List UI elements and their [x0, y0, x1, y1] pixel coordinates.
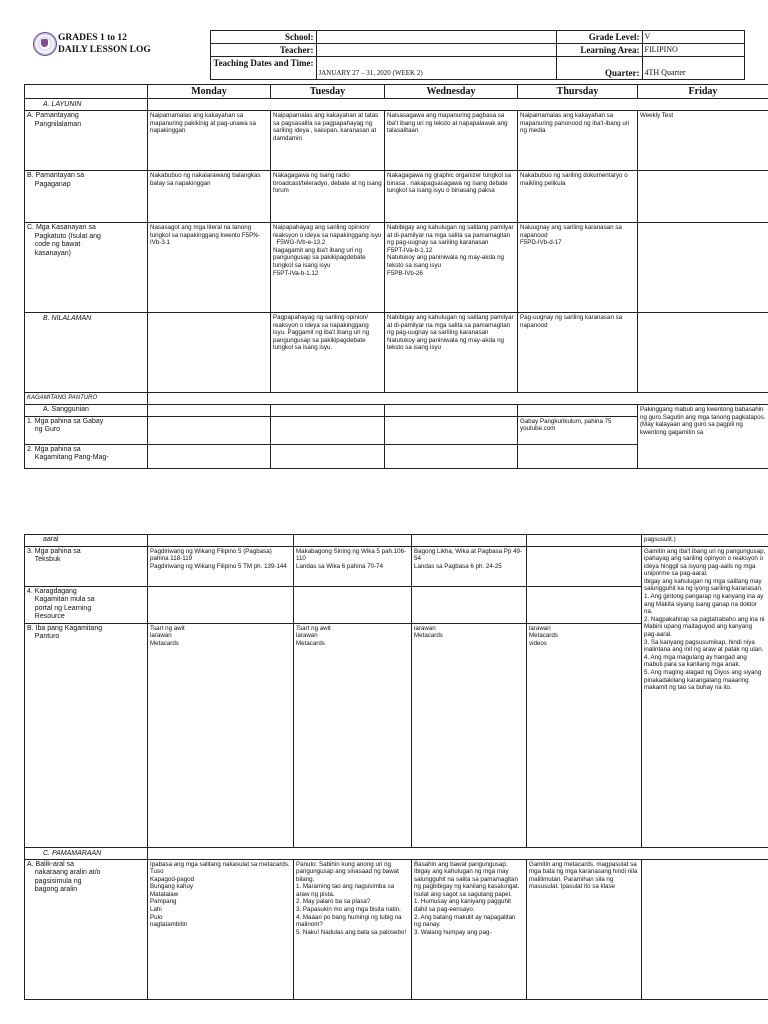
teacher-field[interactable] — [316, 44, 556, 57]
day-wednesday: Wednesday — [385, 85, 518, 99]
cell-iba-thursday: larawan Metacards videos — [527, 623, 642, 847]
blank-header-cell — [25, 85, 148, 99]
teaching-dates-value: JANUARY 27 – 31, 2020 (WEEK 2) — [316, 57, 556, 80]
section-kagamitang-panturo: KAGAMITANG PANTURO — [25, 393, 148, 405]
cell-gabay-thursday: Gabay Pangkurikulum, pahina 75 youtube.com — [518, 416, 638, 444]
quarter-value: 4TH Quarter — [642, 57, 744, 80]
learning-area-value: FILIPINO — [642, 44, 744, 57]
row-label-gabay-ng-guro: 1. Mga pahina sa Gabay ng Guro — [25, 416, 148, 444]
learning-area-label: Learning Area: — [556, 44, 642, 57]
day-thursday: Thursday — [518, 85, 638, 99]
cell-balik-aral-wednesday: Basahin ang bawat pangungusap. Ibigay ang kahulugan ng mga may salungguhit na salita sa pamamagitan ng pagbibigay ng kanilang kasalungat. Isulat ang sagot sa sagutang papel. 1. Humusay ang kaniyang pagguhit dahil sa pag-eensayo. 2. Ang batang makulit ay napagalitan ng nanay. 3. Walang humpay ang pag- — [412, 859, 527, 999]
cell-balik-aral-friday — [642, 859, 768, 999]
school-label: School: — [210, 31, 316, 44]
cell-teksbuk-wednesday: Bagong Likha, Wika at Pagbasa Pp 49-54 Landas sa Pagbasa 6 ph. 24-25 — [412, 546, 527, 586]
cell-c-monday: Nasasagot ang mga literal na tanong tungkol sa napakinggang kwento F5PN-IVb-3.1 — [148, 223, 271, 313]
header-table — [24, 30, 745, 80]
title-daily-lesson-log: DAILY LESSON LOG — [58, 44, 151, 55]
school-field[interactable] — [316, 31, 556, 44]
cell-friday-instructions: Pakinggang mabuti ang kwentong babasahin ng guro.Sagutin ang mga tanong pagkatapos. (May kalayaan ang guro sa pagpili ng kwentong gagamitin sa — [638, 405, 768, 469]
row-label-teksbuk: 3. Mga pahina sa Teksbuk — [25, 546, 148, 586]
cell-a-monday: Naipamamalas ang kakayahan sa mapanuring pakikinig at pag-unawa sa napakinggan — [148, 111, 271, 171]
lesson-log-page-2 — [0, 512, 768, 1024]
teacher-label: Teacher: — [210, 44, 316, 57]
quarter-label: Quarter: — [556, 57, 642, 80]
cell-friday-continued: pagsusulit.) — [642, 535, 768, 547]
day-tuesday: Tuesday — [271, 85, 385, 99]
lesson-table-page-1 — [24, 84, 768, 469]
lesson-table-page-2 — [24, 534, 768, 1000]
cell-n-friday — [638, 313, 768, 393]
grade-level-value: V — [642, 31, 744, 44]
lesson-log-page-1 — [0, 0, 768, 500]
cell-a-thursday: Naipamamalas ang kakayahan sa mapanuring panonood ng iba't-ibang uri ng media — [518, 111, 638, 171]
cell-c-tuesday: Naipapahayag ang sariling opinion/ reaksyon o ideya sa napakinggang isyu F5WG-IVb-e-13.2 Nagagamit ang iba't ibang uri ng pangungusap sa pakikipagdebate tungkol sa isang isyu F5PT-IVa-b-1.12 — [271, 223, 385, 313]
cell-c-wednesday: Nabibigay ang kahulugan ng salitang pamilyar at di-pamilyar na mga salita sa pamamagitan ng pag-uugnay sa sariling karanasan F5PT-IVa-b-1.12 Natutukoy ang paniniwala ng may-akda ng teksto sa isang isyu F5PB-IVb-26 — [385, 223, 518, 313]
cell-balik-aral-thursday: Gamitin ang metacards, magpasulat sa mga bata ng mga karanasang hindi nila malilimutan. Paramihan sila ng masusulat. Ipasulat ito sa klase — [527, 859, 642, 999]
day-friday: Friday — [638, 85, 768, 99]
section-layunin: A. LAYUNIN — [25, 99, 148, 111]
section-pamamaraan: C. PAMAMARAAN — [25, 847, 148, 859]
cell-iba-tuesday: Tsart ng awit larawan Metacards — [294, 623, 412, 847]
cell-b-monday: Nakabubuo ng nakalarawang balangkas batay sa napakinggan — [148, 171, 271, 223]
cell-a-tuesday: Naipapamalas ang kakayahan at tatas sa pagsasalita sa pagpapahayag ng sariling ideya , kaisipan, karanasan at damdamin — [271, 111, 385, 171]
row-label-pamantayang-pangnilalaman: A. Pamantayang Pangnilalaman — [25, 111, 148, 171]
cell-c-friday — [638, 223, 768, 313]
cell-balik-aral-monday: Ipabasa ang mga salitang nakasulat sa metacards. Tuso Kapagod-pagod Bungang kahoy Matatalaw Pampang Lahi Pulo nagtatambitin — [148, 859, 294, 999]
cell-b-friday — [638, 171, 768, 223]
row-label-pamantayan-sa-pagaganap: B. Pamantayan sa Pagaganap — [25, 171, 148, 223]
row-label-kagamitang-pang-mag-aaral: 2. Mga pahina sa Kagamitang Pang-Mag- — [25, 444, 148, 468]
grade-level-label: Grade Level: — [556, 31, 642, 44]
cell-teksbuk-thursday — [527, 546, 642, 586]
cell-teksbuk-tuesday: Makabagong Sining ng Wika 5 pah.106-110 Landas sa Wika 6 pahina 70-74 — [294, 546, 412, 586]
cell-teksbuk-monday: Pagdiriwang ng Wikang Filipino 5 (Pagbasa) pahina 118-119 Pagdiriwang ng Wikang Filipino 5 TM ph. 139-144 — [148, 546, 294, 586]
cell-a-friday: Weekly Test — [638, 111, 768, 171]
cell-iba-monday: Tsart ng awit larawan Metacards — [148, 623, 294, 847]
cell-b-tuesday: Nakagagawa ng isang radio broadcast/teleradyo, debate at ng isang forum — [271, 171, 385, 223]
section-nilalaman: B. NILALAMAN — [25, 313, 148, 393]
cell-iba-wednesday: larawan Metacards — [412, 623, 527, 847]
cell-n-wednesday: Nabibigay ang kahulugan ng salitang pamilyar at di-pamilyar na mga salita sa pamamagitan ng pag-uugnay sa sariling karanasan Natutukoy ang paniniwala ng may-akda ng teksto sa isang isyu — [385, 313, 518, 393]
cell-balik-aral-tuesday: Panuto: Sabihin kung anong uri ng pangungusap ang sinasaad ng bawat bilang. 1. Maraming tao ang nagsisimba sa araw ng pista. 2. May palaro ba sa plasa? 3. Papasukin mo ang mga bisita natin. 4. Maaari po bang humingi ng tubig na malinom? 5. Naku! Nadulas ang bata sa palosebo! — [294, 859, 412, 999]
row-label-karagdagang-kagamitan: 4. Karagdagang Kagamitan mula sa portal ng Learning Resource — [25, 586, 148, 623]
cell-friday-test-items: Gamitin ang iba't ibang uri ng pangungusap, ipahayag ang sariling opinyon o reaksyon o ideya hinggil sa isyung pag-aalis ng mga uniporme sa pag-aaral. Ibigay ang kahulugan ng mga salitang may salungguhit ka ng iyong sariling karanasan. 1. Ang gintong pangarap ng kanyang ina ay ang Makita siyang isang ganap na doktor na. 2. Nagpakahirap sa pagtatrabaho ang ina ni Mabini upang maitaguyod ang kanyang pag-aaral. 3. Sa kanyang pagsusumikap, hindi niya inalintana ang init ng araw at patak ng ulan. 4. Ang mga magulang ay hangad ang mabuti para sa kanilang mga anak. 5. Ang maging alagad ng Diyos ang siyang pinakadakilang karangalang maaaring makamit ng tao sa buhay na ito. — [642, 546, 768, 847]
cell-n-thursday: Pag-uugnay ng sariling karanasan sa napanood — [518, 313, 638, 393]
row-label-mga-kasanayan: C. Mga Kasanayan sa Pagkatuto (Isulat ang code ng bawat kasanayan) — [25, 223, 148, 313]
cell-a-wednesday: Naisasagawa ang mapanuring pagbasa sa iba't ibang uri ng teksto at napapalawak ang talasalitaan — [385, 111, 518, 171]
cell-c-thursday: Naiuugnay ang sariling karanasan sa napanood F5PD-IVb-d-17 — [518, 223, 638, 313]
row-label-aaral-continued: aaral — [25, 535, 148, 547]
row-label-sanggunian: A. Sanggunian — [25, 405, 148, 417]
cell-n-tuesday: Pagpapahayag ng sariling opinion/ reaksyon o ideya sa napakinggang isyu. Paggamit ng iba't ibang uri ng pangungusap sa pakikipagdebate tungkol sa isang isyu. — [271, 313, 385, 393]
page-gap — [0, 500, 768, 512]
row-label-iba-pang-kagamitan: B. Iba pang Kagamitang Panturo — [25, 623, 148, 847]
cell-b-thursday: Nakabubuo ng sariling dokumentaryo o maikling pelikula — [518, 171, 638, 223]
row-label-balik-aral: A. Balik-aral sa nakaraang aralin at/o pagsisimula ng bagong aralin — [25, 859, 148, 999]
title-grades: GRADES 1 to 12 — [58, 32, 127, 43]
cell-n-monday — [148, 313, 271, 393]
day-monday: Monday — [148, 85, 271, 99]
cell-b-wednesday: Nakagagawa ng graphic organizer tungkol sa binasa , nakapagsasagawa ng isang debate tungkol sa isang isyu o binasang paksa — [385, 171, 518, 223]
teaching-dates-label: Teaching Dates and Time: — [210, 57, 316, 80]
